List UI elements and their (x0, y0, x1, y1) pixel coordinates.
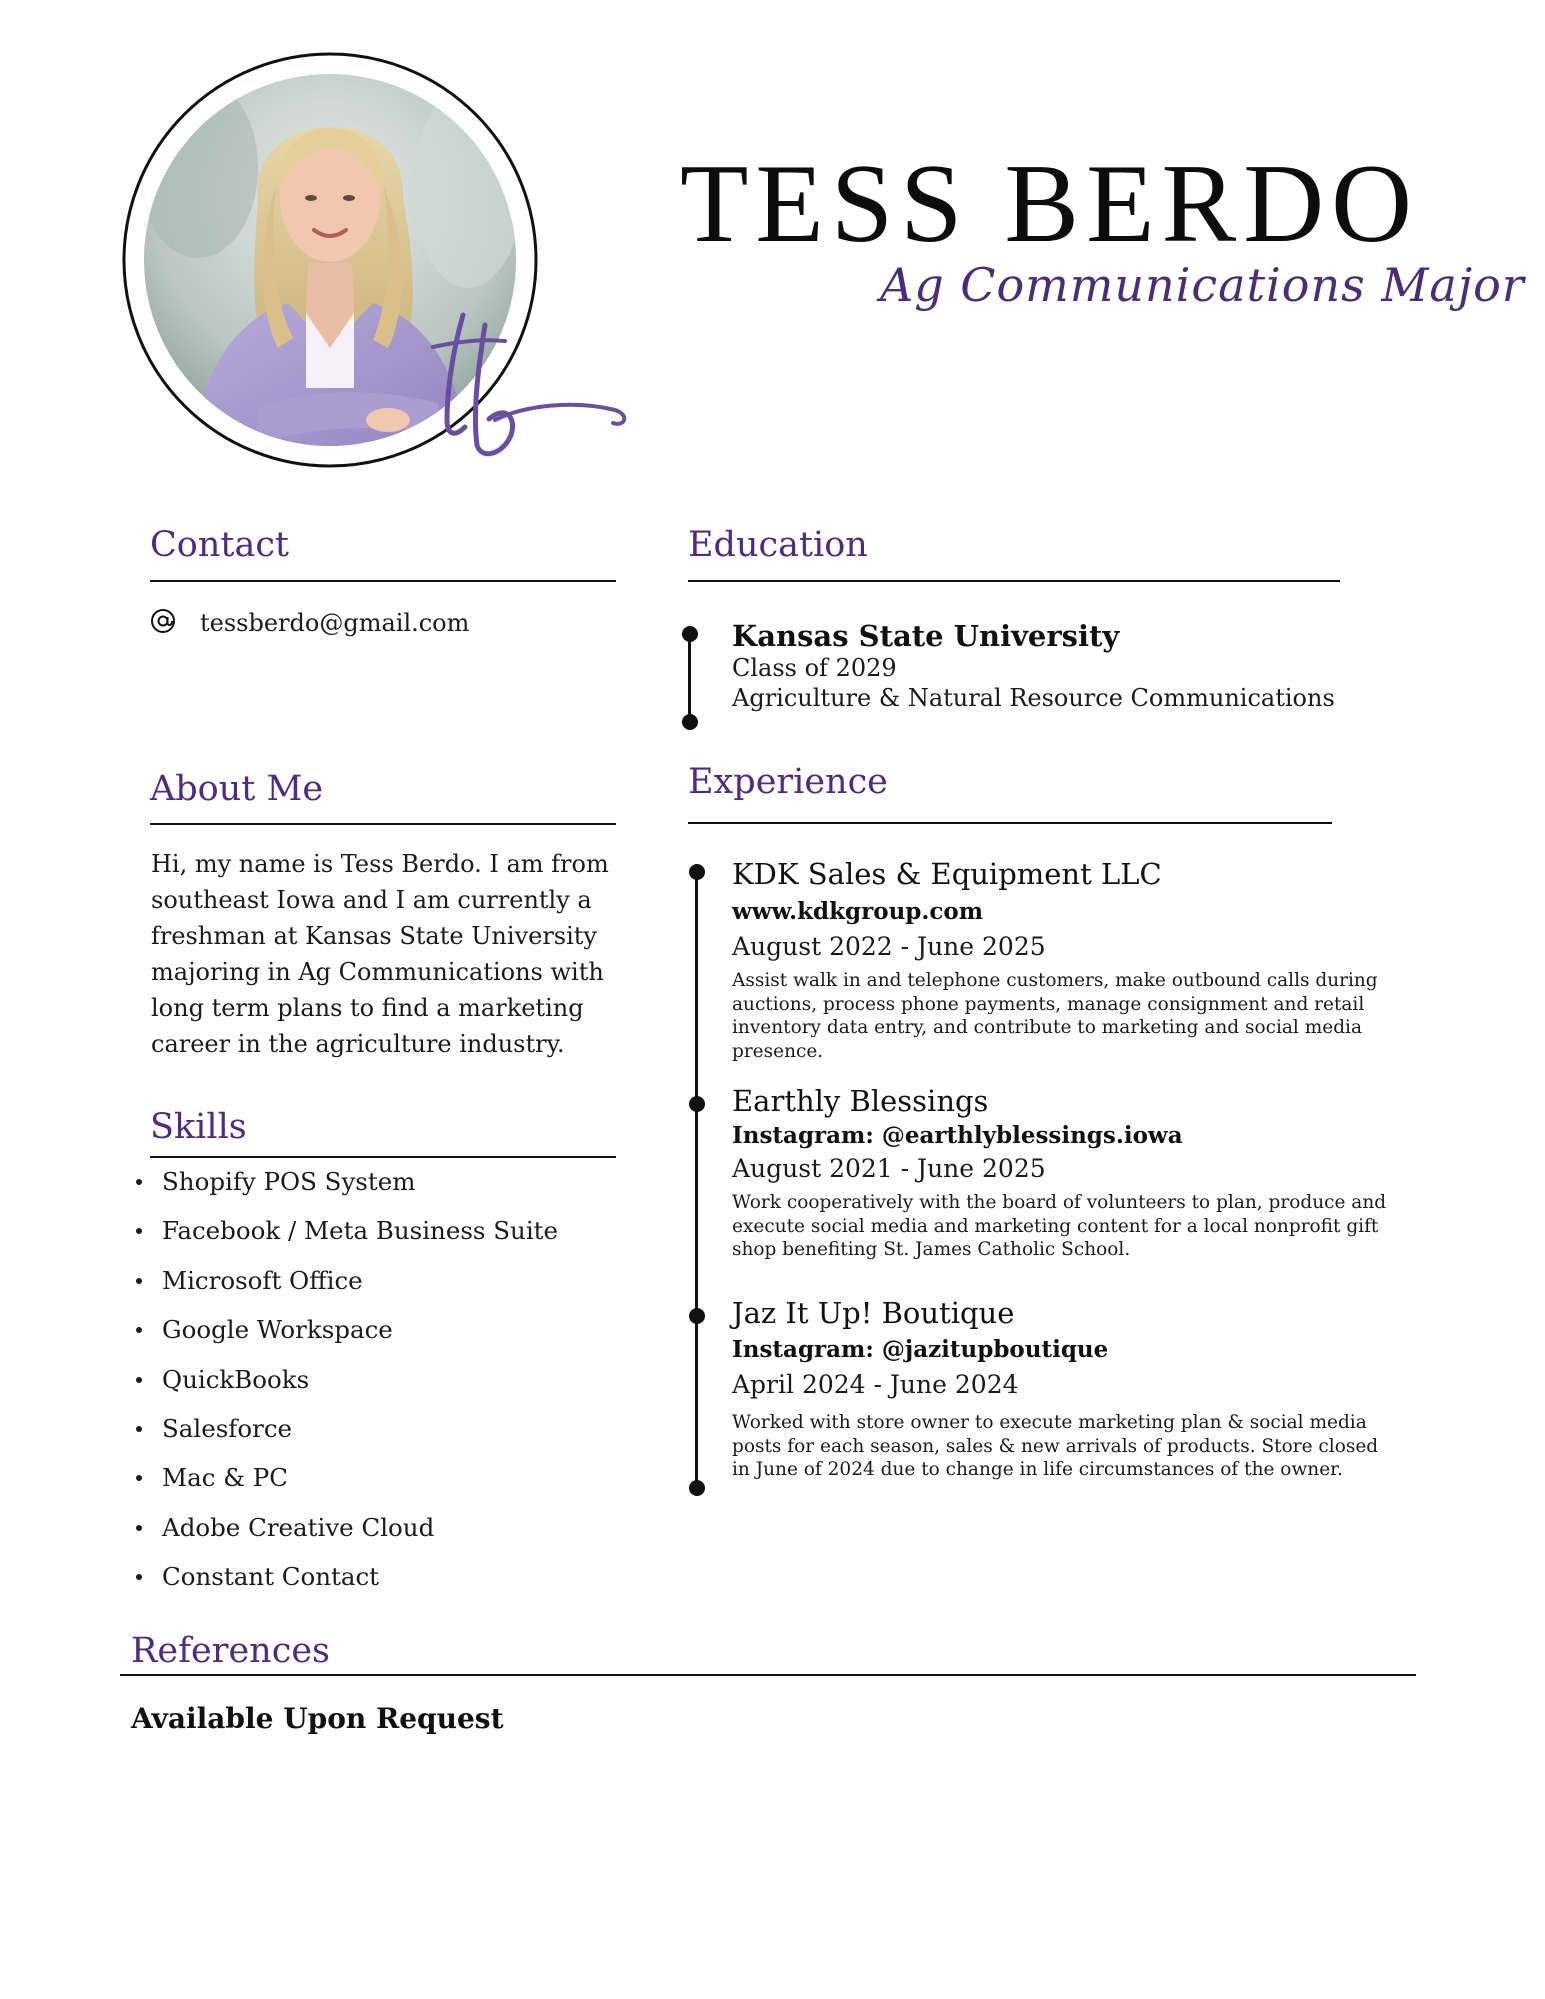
contact-email-row (150, 608, 469, 637)
job-link[interactable]: Instagram: @jazitupboutique (732, 1336, 1109, 1363)
skill-item: Google Workspace (136, 1310, 616, 1359)
education-heading: Education (688, 525, 868, 565)
experience-timeline-dot (689, 1308, 705, 1324)
skill-item: Microsoft Office (136, 1261, 616, 1310)
references-text: Available Upon Request (131, 1702, 504, 1735)
education-timeline-dot (682, 714, 698, 730)
experience-timeline-dot (689, 1096, 705, 1112)
experience-timeline-dot (689, 864, 705, 880)
experience-timeline-line (695, 872, 698, 1488)
job-link[interactable]: www.kdkgroup.com (732, 898, 984, 925)
skill-item: Shopify POS System (136, 1162, 616, 1211)
job-description: Assist walk in and telephone customers, make outbound calls during auctions, process phone payments, manage consignment and retail inventory data entry, and contribute to marketing and social media presence. (732, 970, 1378, 1062)
job-company: Earthly Blessings (732, 1084, 989, 1118)
references-divider (120, 1674, 1416, 1676)
job-description: Work cooperatively with the board of volunteers to plan, produce and execute social media and marketing content for a local nonprofit gift shop benefiting St. James Catholic School. (732, 1192, 1387, 1260)
job-description: Worked with store owner to execute marketing plan & social media posts for each season, sales & new arrivals of products. Store closed in June of 2024 due to change in life circumstances of the owner. (732, 1412, 1379, 1480)
experience-timeline-dot (689, 1480, 705, 1496)
job-company: Jaz It Up! Boutique (732, 1296, 1015, 1330)
job-dates: April 2024 - June 2024 (732, 1370, 1019, 1399)
skill-item: Facebook / Meta Business Suite (136, 1211, 616, 1260)
about-text: Hi, my name is Tess Berdo. I am from southeast Iowa and I am currently a freshman at Kansas State University majoring in Ag Communications with long term plans to find a marketing career in the agriculture industry. (151, 850, 609, 1058)
job-company: KDK Sales & Equipment LLC (732, 857, 1162, 891)
experience-divider (688, 822, 1332, 824)
skill-item: Constant Contact (136, 1557, 616, 1606)
skill-item: Salesforce (136, 1409, 616, 1458)
contact-email[interactable]: tessberdo@gmail.com (200, 609, 470, 637)
references-heading: References (131, 1631, 330, 1671)
education-school: Kansas State University (732, 619, 1120, 653)
job-link[interactable]: Instagram: @earthlyblessings.iowa (732, 1122, 1183, 1149)
education-timeline-dot (682, 626, 698, 642)
job-dates: August 2022 - June 2025 (732, 932, 1046, 961)
candidate-name: TESS BERDO (680, 142, 1419, 266)
education-class: Class of 2029 (732, 654, 897, 682)
skill-item: Mac & PC (136, 1458, 616, 1507)
monogram-logo (425, 295, 645, 475)
skills-list (136, 1162, 616, 1607)
experience-heading: Experience (688, 762, 888, 802)
about-divider (150, 823, 616, 825)
education-timeline-line (688, 634, 691, 722)
contact-divider (150, 580, 616, 582)
education-program: Agriculture & Natural Resource Communications (732, 684, 1335, 712)
skills-divider (150, 1156, 616, 1158)
skill-item: QuickBooks (136, 1360, 616, 1409)
skill-item: Adobe Creative Cloud (136, 1508, 616, 1557)
skills-heading: Skills (150, 1107, 247, 1147)
job-dates: August 2021 - June 2025 (732, 1154, 1046, 1183)
contact-heading: Contact (150, 525, 289, 565)
at-icon (150, 608, 176, 634)
education-divider (688, 580, 1340, 582)
about-heading: About Me (150, 769, 324, 809)
candidate-subtitle: Ag Communications Major (880, 258, 1525, 312)
